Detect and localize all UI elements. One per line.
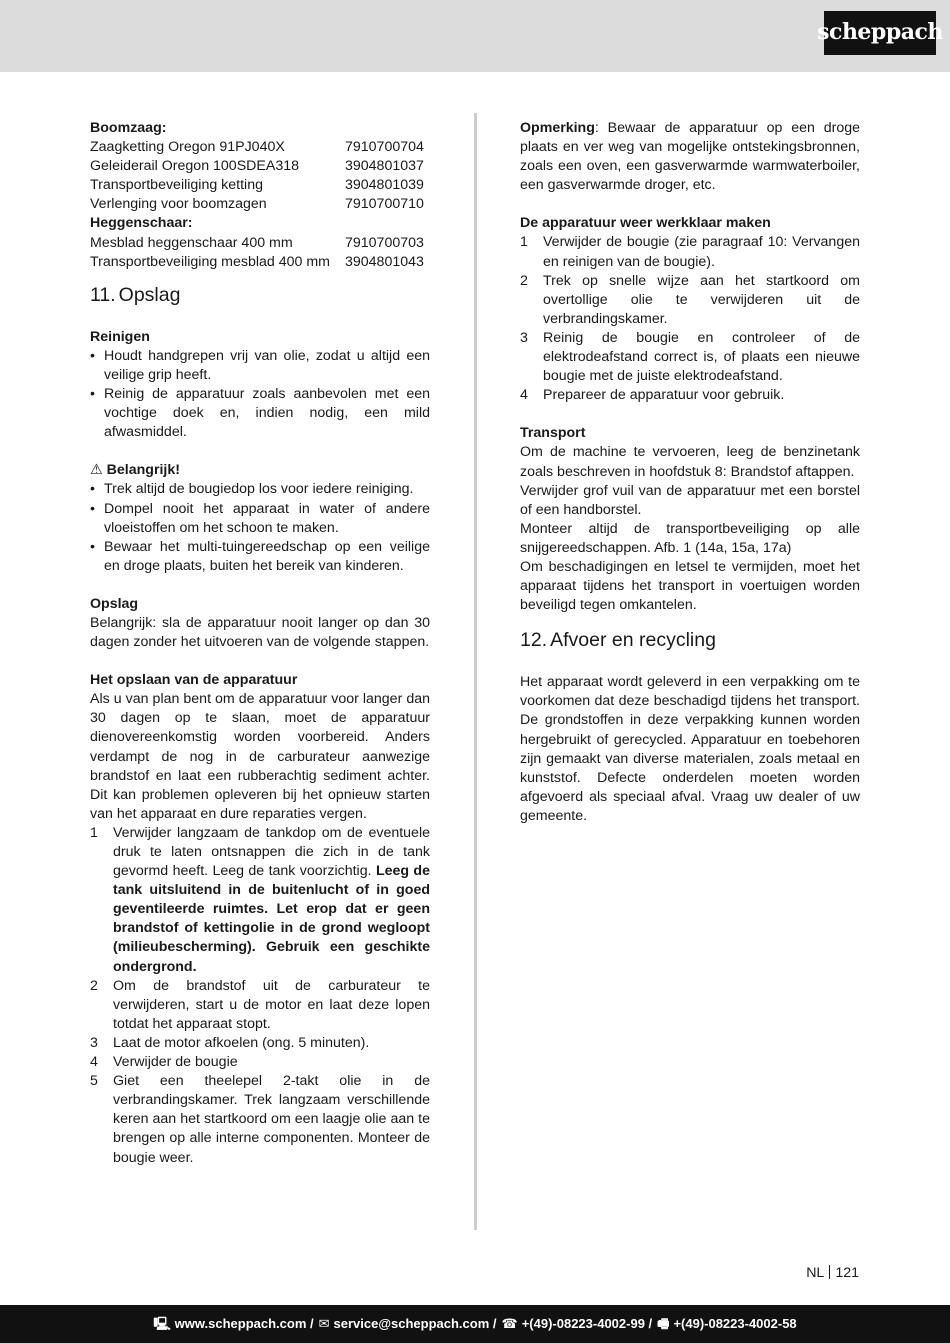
right-column [520, 119, 860, 826]
storing-text: Als u van plan bent om de apparatuur voor langer dan 30 dagen op te slaan, moet de apparatuur dienovereenkomstig worden voorbereid. Anders verdampt de nog in de carburateur aanwezige brandstof en laat een rubberachtig sediment achter. Dit kan problemen opleveren bij het opnieuw starten van het apparaat en dure reparaties vergen. [90, 691, 430, 822]
step-text: Om de brandstof uit de carburateur te verwijderen, start u de motor en laat deze lopen totdat het apparaat stopt. [113, 977, 430, 1032]
note-paragraph [520, 119, 860, 195]
left-column [90, 119, 430, 1168]
storage-text: Belangrijk: sla de apparatuur nooit langer op dan 30 dagen zonder het uitvoeren van de volgende stappen. [90, 614, 430, 651]
bullet-item [90, 347, 430, 385]
recycling-text: Het apparaat wordt geleverd in een verpakking om te voorkomen dat deze beschadigd tijdens het transport. De grondstoffen in deze verpakking kunnen worden hergebruikt of gerecycled. Apparatuur en toebehoren zijn gemaakt van diverse materialen, zoals metaal en kunststof. Defecte onderdelen moeten worden afgevoerd als speciaal afval. Vraag uw dealer of uw gemeente. [520, 674, 860, 824]
step-number: 1 [90, 824, 98, 841]
storage-heading: Opslag [90, 595, 139, 612]
footer-bar [0, 1305, 950, 1343]
part-name: Mesblad heggenschaar 400 mm [90, 234, 293, 251]
step-number: 5 [90, 1073, 98, 1090]
transport-heading: Transport [520, 425, 586, 442]
bullet-text: Dompel nooit het apparaat in water of andere vloeistoffen om het schoon te maken. [104, 500, 430, 536]
step-text: Laat de motor afkoelen (ong. 5 minuten). [113, 1034, 370, 1051]
computer-icon: 🖳 [153, 1316, 171, 1332]
numbered-step [90, 824, 430, 977]
footer-phone[interactable]: +(49)-08223-4002-99 / [521, 1316, 653, 1332]
transport-text: Monteer altijd de transportbeveiliging op alle snijgereedschappen. Afb. 1 (14a, 15a, 17a) [520, 520, 860, 556]
part-name: Transportbeveiliging mesblad 400 mm [90, 253, 330, 270]
important-heading: ⚠ Belangrijk! [90, 462, 180, 479]
part-name: Geleiderail Oregon 100SDEA318 [90, 158, 300, 175]
step-number: 4 [520, 387, 528, 404]
column-divider [474, 113, 477, 1230]
step-text: Reinig de bougie en controleer of de elektrodeafstand correct is, of plaats een nieuwe bougie met de juiste elektrodeafstand. [543, 329, 860, 385]
step-text: Trek op snelle wijze aan het startkoord om overtollige olie te verwijderen uit de verbrandingskamer. [543, 272, 860, 327]
step-number: 2 [520, 272, 528, 289]
numbered-step [520, 233, 860, 271]
part-number: 7910700703 [345, 234, 424, 251]
transport-text: Verwijder grof vuil van de apparatuur met een borstel of een handborstel. [520, 482, 860, 518]
part-name: Verlenging voor boomzagen [90, 196, 267, 213]
parts-row [90, 157, 430, 176]
step-body: Verwijder langzaam de tankdop om de eventuele druk te laten ontsnappen die zich in de tank gevormd heeft. Leeg de tank voorzichtig. [113, 824, 430, 880]
bullet-text: Bewaar het multi-tuingereedschap op een veilige en droge plaats, buiten het bereik van kinderen. [104, 538, 430, 574]
part-number: 3904801037 [345, 158, 424, 175]
numbered-step [90, 1034, 430, 1053]
numbered-step [90, 977, 430, 1034]
part-number: 7910700710 [345, 196, 424, 213]
bullet-item [90, 480, 430, 499]
step-text: Giet een theelepel 2-takt olie in de verbrandingskamer. Trek langzaam verschillende keren aan het startkoord om een laagje olie aan te brengen op alle interne componenten. Monteer de bougie weer. [113, 1073, 430, 1166]
page-lang: NL [806, 1265, 825, 1281]
section-title-text: Afvoer en recycling [550, 629, 716, 652]
section-number: 11. [90, 283, 116, 306]
bullet-item [90, 538, 430, 576]
page-num: 121 [835, 1265, 859, 1281]
numbered-step [90, 1072, 430, 1167]
bullet-icon: • [90, 386, 95, 403]
fax-icon: 🖷 [657, 1316, 670, 1332]
transport-text: Om beschadigingen en letsel te vermijden, moet het apparaat tijdens het transport in voertuigen worden beveiligd tegen omkantelen. [520, 558, 860, 614]
parts-row [90, 138, 430, 157]
step-text: Prepareer de apparatuur voor gebruik. [543, 387, 785, 404]
step-number: 1 [520, 234, 528, 251]
numbered-step [520, 386, 860, 405]
section-12-title [520, 628, 860, 652]
section-11-title [90, 283, 430, 307]
part-name: Zaagketting Oregon 91PJ040X [90, 139, 285, 156]
section-number: 12. [520, 629, 548, 652]
bullet-text: Trek altijd de bougiedop los voor iedere reiniging. [104, 481, 414, 498]
bullet-item [90, 500, 430, 538]
footer-fax[interactable]: +(49)-08223-4002-58 [673, 1316, 797, 1332]
page-number [806, 1264, 859, 1283]
transport-text: Om de machine te vervoeren, leeg de benzinetank zoals beschreven in hoofdstuk 8: Brandstof aftappen. [520, 444, 860, 480]
chainsaw-heading: Boomzaag: [90, 120, 167, 136]
step-number: 4 [90, 1054, 98, 1071]
bullet-icon: • [90, 538, 95, 555]
step-number: 2 [90, 977, 98, 994]
part-number: 3904801043 [345, 253, 424, 270]
bullet-text: Reinig de apparatuur zoals aanbevolen met een vochtige doek en, indien nodig, een mild afwasmiddel. [104, 386, 430, 441]
ready-heading: De apparatuur weer werkklaar maken [520, 215, 771, 232]
bullet-item [90, 385, 430, 442]
footer-email[interactable]: service@scheppach.com / [333, 1316, 497, 1332]
step-warning: Leeg de tank uitsluitend in de buitenlucht of in goed geventileerde ruimtes. Let erop dat er geen brandstof of kettingolie in de grond wegloopt (milieubescherming). Gebruik een geschikte ondergrond. [113, 863, 430, 975]
parts-row [90, 176, 430, 195]
step-text: Verwijder de bougie [113, 1054, 238, 1071]
header-bar [0, 0, 950, 72]
note-label: Opmerking [520, 120, 595, 136]
bullet-text: Houdt handgrepen vrij van olie, zodat u altijd een veilige grip heeft. [104, 347, 430, 383]
numbered-step [520, 329, 860, 386]
step-text [113, 824, 430, 977]
note-text: : Bewaar de apparatuur op een droge plaats en ver weg van mogelijke ontstekingsbronnen, zoals een oven, een gasverwarmde warmwaterboiler, een gasverwarmde droger, etc. [520, 120, 860, 194]
part-name: Transportbeveiliging ketting [90, 177, 263, 194]
cleaning-heading: Reinigen [90, 328, 150, 345]
phone-icon: ☎ [501, 1316, 518, 1332]
bullet-icon: • [90, 500, 95, 517]
part-number: 3904801039 [345, 177, 424, 194]
step-number: 3 [90, 1034, 98, 1051]
bullet-icon: • [90, 347, 95, 364]
numbered-step [520, 272, 860, 329]
brand-logo: scheppach [824, 11, 936, 55]
step-text: Verwijder de bougie (zie paragraaf 10: Vervangen en reinigen van de bougie). [543, 234, 860, 270]
section-title-text: Opslag [118, 283, 181, 306]
hedge-heading: Heggenschaar: [90, 215, 193, 232]
step-number: 3 [520, 329, 528, 346]
parts-row [90, 234, 430, 253]
footer-web[interactable]: www.scheppach.com / [174, 1316, 314, 1332]
parts-row [90, 253, 430, 272]
mail-icon: ✉ [318, 1316, 330, 1332]
storing-heading: Het opslaan van de apparatuur [90, 672, 298, 689]
bullet-icon: • [90, 481, 95, 498]
numbered-step [90, 1053, 430, 1072]
parts-row [90, 195, 430, 214]
part-number: 7910700704 [345, 139, 424, 156]
